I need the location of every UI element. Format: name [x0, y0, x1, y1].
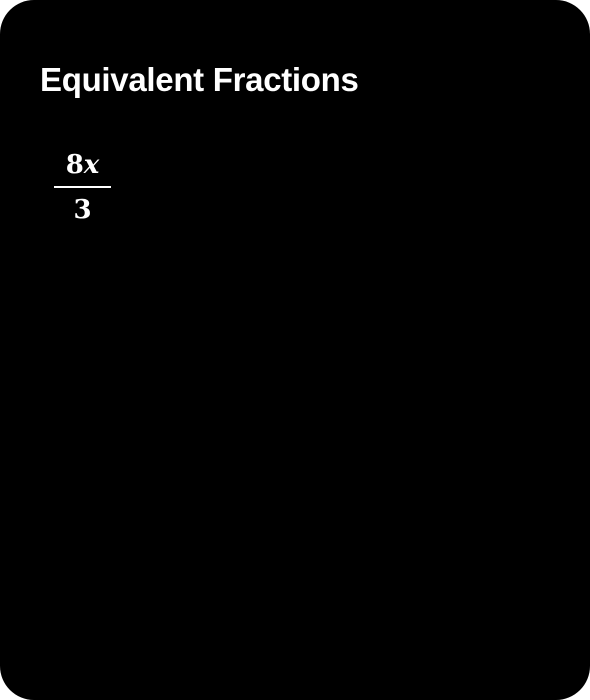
fraction-numerator	[54, 148, 111, 182]
numerator-coefficient: 8	[65, 150, 84, 180]
fraction-expression	[54, 148, 111, 232]
numerator-variable: x	[83, 150, 100, 180]
card-title: Equivalent Fractions	[40, 61, 359, 98]
fraction-denominator: 3	[73, 195, 92, 225]
fraction-bar	[54, 186, 111, 188]
